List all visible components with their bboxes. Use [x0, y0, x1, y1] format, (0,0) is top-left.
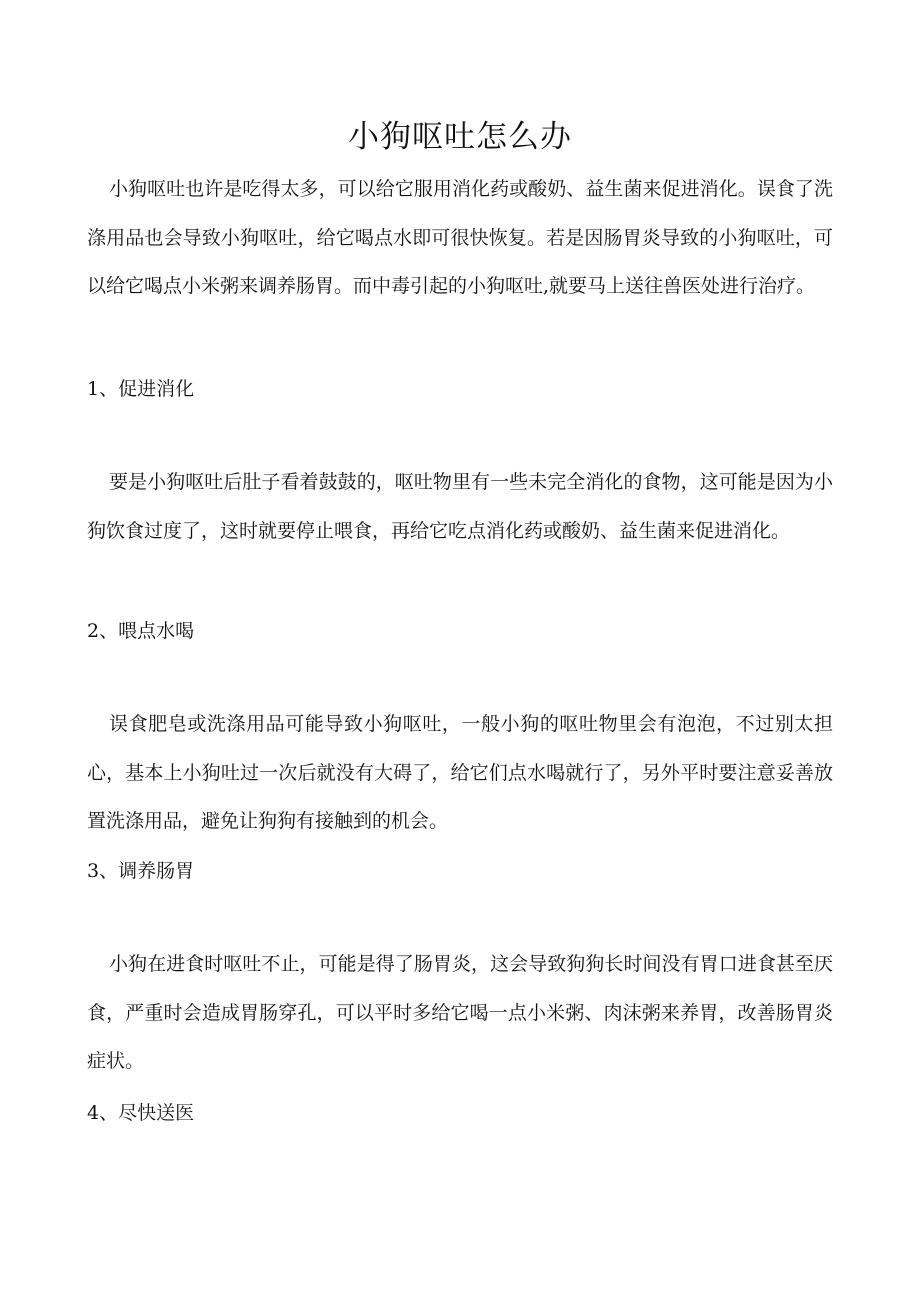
section-body-stomach: 小狗在进食时呕吐不止，可能是得了肠胃炎，这会导致狗狗长时间没有胃口进食甚至厌食，严重时会造成胃肠穿孔，可以平时多给它喝一点小米粥、肉沫粥来养胃，改善肠胃炎症状。 [87, 953, 833, 1072]
intro-paragraph: 小狗呕吐也许是吃得太多，可以给它服用消化药或酸奶、益生菌来促进消化。误食了洗涤用品也会导致小狗呕吐，给它喝点水即可很快恢复。若是因肠胃炎导致的小狗呕吐，可以给它喝点小米粥来调养肠胃。而中毒引起的小狗呕吐,就要马上送往兽医处进行治疗。 [87, 178, 833, 297]
section-body-water: 误食肥皂或洗涤用品可能导致小狗呕吐，一般小狗的呕吐物里会有泡泡，不过别太担心，基本上小狗吐过一次后就没有大碍了，给它们点水喝就行了，另外平时要注意妥善放置洗涤用品，避免让狗狗有接触到的机会。 [87, 713, 833, 832]
section-heading-vet: 4、尽快送医 [87, 1102, 195, 1124]
document-title: 小狗呕吐怎么办 [348, 119, 572, 155]
section-heading-digestion: 1、促进消化 [87, 378, 195, 400]
section-heading-stomach: 3、调养肠胃 [87, 860, 195, 882]
section-heading-water: 2、喂点水喝 [87, 620, 195, 642]
section-body-digestion: 要是小狗呕吐后肚子看着鼓鼓的，呕吐物里有一些未完全消化的食物，这可能是因为小狗饮食过度了，这时就要停止喂食，再给它吃点消化药或酸奶、益生菌来促进消化。 [87, 471, 833, 542]
